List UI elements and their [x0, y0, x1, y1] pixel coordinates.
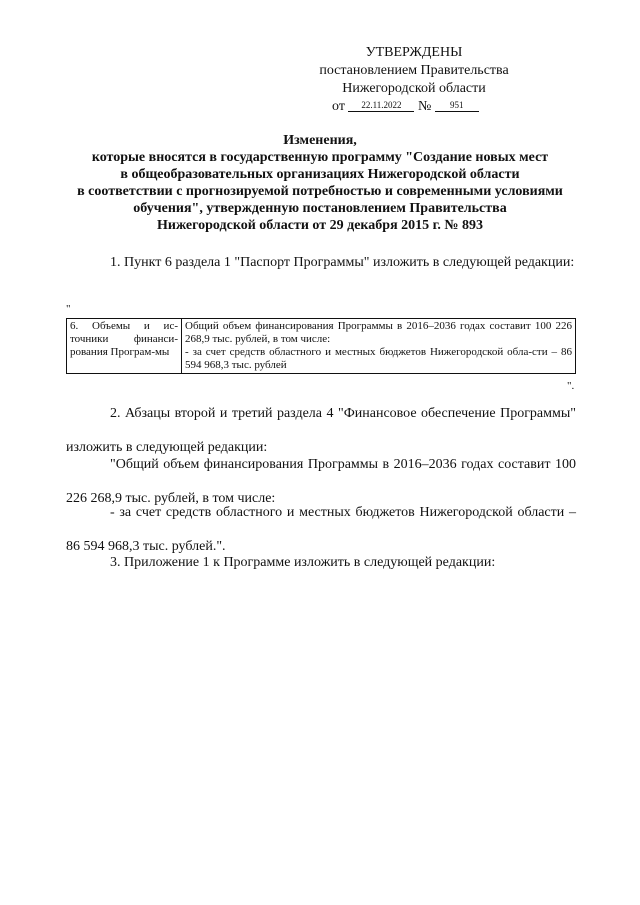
table-cell-label: 6. Объемы и ис-точники финанси-рования Програм-мы [67, 319, 182, 374]
title-line: в соответствии с прогнозируемой потребностью и современными условиями [77, 184, 563, 199]
approval-line: постановлением Правительства [319, 63, 509, 78]
item-3-paragraph: 3. Приложение 1 к Программе изложить в следующей редакции: [110, 555, 496, 570]
approval-from-label: от [332, 99, 345, 114]
title-line: обучения", утвержденную постановлением Правительства [133, 201, 507, 216]
title-line: Нижегородской области от 29 декабря 2015 г. № 893 [157, 218, 483, 233]
approval-date-line [332, 98, 532, 116]
passport-table [66, 318, 576, 374]
approval-number-label: № [417, 99, 432, 114]
item-2-quote-paragraph: - за счет средств областного и местных бюджетов Нижегородской области – 86 594 968,3 тыс. рублей.". [66, 505, 576, 554]
approval-date: 22.11.2022 [348, 100, 414, 112]
quote-close-mark: ". [567, 380, 575, 392]
item-1-paragraph: 1. Пункт 6 раздела 1 "Паспорт Программы" изложить в следующей редакции: [110, 255, 575, 270]
approval-number: 951 [435, 100, 479, 112]
table-cell-text: - за счет средств областного и местных бюджетов Нижегородской обла-сти – 86 594 968,3 тыс. рублей [185, 346, 572, 371]
quote-open-mark: " [66, 303, 71, 315]
document-title [20, 132, 620, 234]
item-2-paragraph: 2. Абзацы второй и третий раздела 4 "Финансовое обеспечение Программы" изложить в следующей редакции: [66, 406, 576, 455]
approval-heading: УТВЕРЖДЕНЫ [365, 45, 463, 60]
table-cell-value [182, 319, 576, 374]
table-cell-text: Общий объем финансирования Программы в 2016–2036 годах составит 100 226 268,9 тыс. рублей, в том числе: [185, 320, 572, 345]
title-line: в общеобразовательных организациях Нижегородской области [120, 167, 520, 182]
item-2-quote-paragraph: "Общий объем финансирования Программы в 2016–2036 годах составит 100 226 268,9 тыс. рублей, в том числе: [66, 457, 576, 506]
title-line: которые вносятся в государственную программу "Создание новых мест [91, 150, 549, 165]
table-row [67, 319, 576, 374]
approval-line: Нижегородской области [342, 81, 486, 96]
title-line: Изменения, [283, 133, 357, 148]
